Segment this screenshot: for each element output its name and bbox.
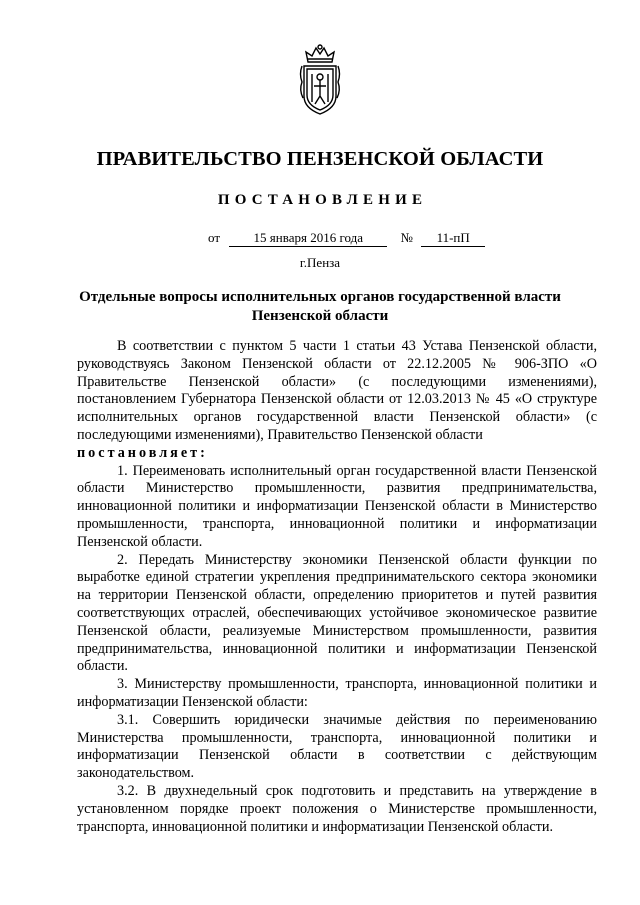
city: г.Пенза [299,255,341,270]
number-label: № [400,230,413,245]
item-3-1: 3.1. Совершить юридически значимые действия по переименованию Министерства промышленности, транспорта, инновационной политики и информатизации Пензенской области в соответствии с действующим законодательством. [77,711,597,782]
document-subject [60,288,580,326]
date-prefix: от [208,230,221,245]
document-type: ПОСТАНОВЛЕНИЕ [217,192,428,208]
resolves-word: постановляет: [77,444,208,461]
subject-line-2: Пензенской области [251,308,389,324]
penza-region-coat-of-arms-icon [298,44,342,118]
government-title: ПРАВИТЕЛЬСТВО ПЕНЗЕНСКОЙ ОБЛАСТИ [96,148,544,170]
item-1: 1. Переименовать исполнительный орган государственной власти Пензенской области Министерство промышленности, развития предпринимательства, инновационной политики и информатизации Пензенской области в Министерство промышленности, транспорта, инновационной политики и информатизации Пензенской области. [77,462,597,550]
document-number: 11-пП [421,230,485,247]
item-2: 2. Передать Министерству экономики Пензенской области функции по выработке единой стратегии укрепления предпринимательского сектора экономики на территории Пензенской области, определению приоритетов и путей развития соответствующих отраслей, обеспечивающих устойчивое экономическое развитие Пензенской области, реализуемые Министерством промышленности, развития предпринимательства, инновационной политики и информатизации Пензенской области. [77,551,597,675]
item-3: 3. Министерству промышленности, транспорта, инновационной политики и информатизации Пензенской области: [77,676,597,710]
preamble-paragraph: В соответствии с пунктом 5 части 1 статьи 43 Устава Пензенской области, руководствуясь Законом Пензенской области от 22.12.2005 № 906-ЗПО «О Правительстве Пензенской области» (с последующими изменениями), постановлением Губернатора Пензенской области от 12.03.2013 № 45 «О структуре исполнительных органов государственной власти Пензенской области» (с последующими изменениями), Правительство Пензенской области [77,338,597,443]
resolves-line [77,445,597,463]
date-number-line [208,230,485,248]
subject-line-1: Отдельные вопросы исполнительных органов государственной власти [79,289,561,305]
document-body [77,338,597,836]
document-date: 15 января 2016 года [229,230,387,247]
item-3-2: 3.2. В двухнедельный срок подготовить и представить на утверждение в установленном порядке проект положения о Министерстве промышленности, транспорта, инновационной политики и информатизации Пензенской области. [77,782,597,835]
